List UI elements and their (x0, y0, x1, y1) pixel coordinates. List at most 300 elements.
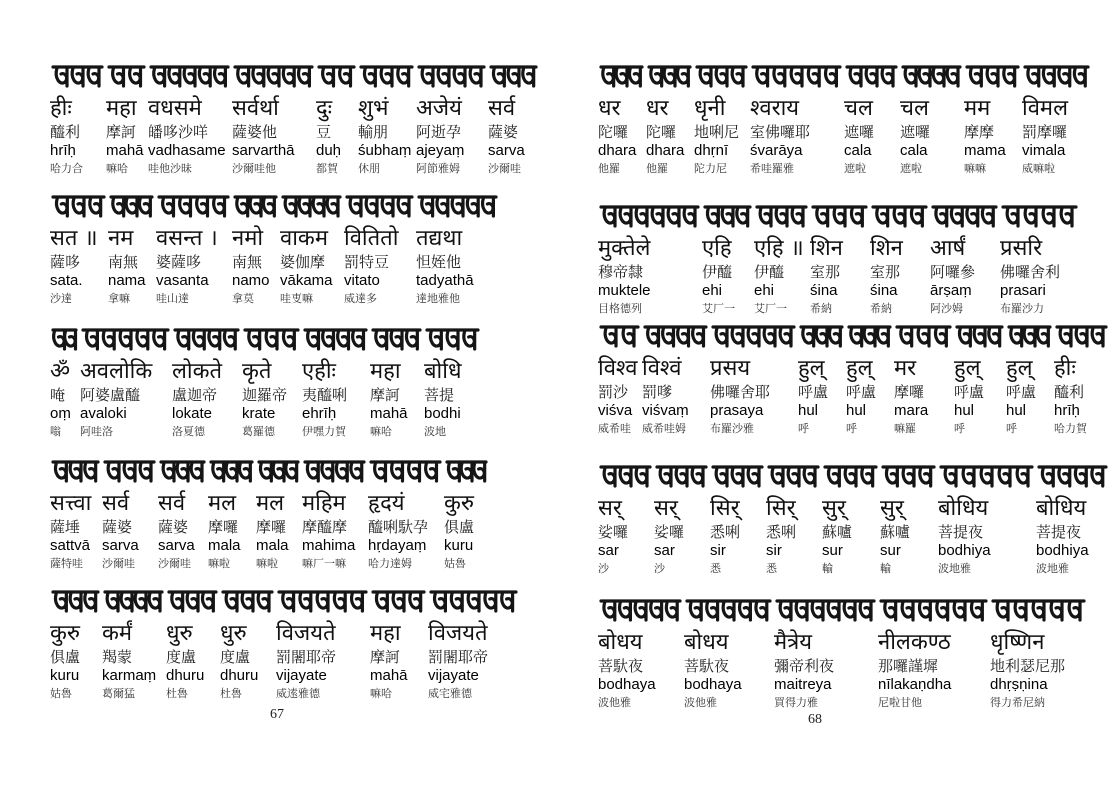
rom-word: karmaṃ (102, 666, 157, 684)
rom-word: hul (798, 401, 819, 419)
note-word: 達地雅他 (416, 292, 460, 305)
deva-word: वाकम (280, 226, 328, 251)
note-word: 輸 (822, 562, 833, 575)
rom-word: vasanta (156, 271, 209, 289)
note-word: 沙 (654, 562, 665, 575)
note-word: 希哇羅雅 (750, 162, 794, 175)
siddham-glyph (111, 197, 152, 216)
note-word: 呼 (954, 422, 965, 435)
deva-line (50, 222, 500, 252)
rom-word: hul (1006, 401, 1027, 419)
deva-word: सर् (654, 496, 678, 521)
deva-word: हीः (50, 96, 72, 121)
deva-line (50, 617, 520, 647)
rom-word: sarva (158, 536, 195, 554)
han-word: 薩哆 (50, 253, 81, 271)
note-word: 嘛啦 (208, 557, 230, 570)
deva-word: मम (964, 96, 991, 121)
han-word: 菩提夜 (1036, 523, 1082, 541)
note-word: 呼 (1006, 422, 1017, 435)
siddham-glyph (175, 330, 238, 349)
han-word: 薩婆 (158, 518, 189, 536)
han-word: 皤哆沙咩 (148, 123, 209, 141)
han-word: 伊醯 (754, 263, 785, 281)
rom-word: hrīḥ (50, 141, 76, 159)
note-word: 阿哇洛 (80, 425, 113, 438)
rom-word: sir (766, 541, 782, 559)
siddham-glyph (53, 197, 104, 216)
han-word: 地唎尼 (694, 123, 740, 141)
deva-word: प्रसरि (1000, 236, 1043, 261)
rom-line (598, 281, 1080, 299)
deva-word: वसन्त । (156, 226, 218, 251)
siddham-glyph (769, 467, 818, 486)
rom-word: namo (232, 271, 270, 289)
note-line (598, 693, 1088, 711)
rom-word: tadyathā (416, 271, 474, 289)
rom-word: krate (242, 404, 276, 422)
han-word: 地利瑟尼那 (990, 657, 1066, 675)
rom-line (598, 541, 1110, 559)
deva-word: महा (370, 621, 401, 646)
siddham-glyph (967, 67, 1018, 86)
note-line (50, 684, 520, 702)
note-word: 洛夏德 (172, 425, 205, 438)
siddham-glyph (259, 462, 298, 481)
deva-line (598, 232, 1080, 262)
deva-word: हुल् (798, 356, 825, 381)
rom-word: bodhaya (598, 675, 656, 693)
han-word: 罰摩囉 (1022, 123, 1068, 141)
deva-word: सिर् (766, 496, 796, 521)
note-word: 嘛厂一嘛 (302, 557, 346, 570)
note-word: 沙爾哇 (158, 557, 191, 570)
siddham-glyph (657, 467, 706, 486)
han-word: 俱盧 (444, 518, 475, 536)
note-word: 沙爾哇他 (232, 162, 276, 175)
rom-word: vadhasame (148, 141, 226, 159)
han-word: 彌帝利夜 (774, 657, 835, 675)
note-word: 阿沙姆 (930, 302, 963, 315)
rom-word: sata. (50, 271, 83, 289)
deva-word: महिम (302, 491, 346, 516)
han-word: 婆薩哆 (156, 253, 202, 271)
rom-word: bodhi (424, 404, 461, 422)
rom-word: mahima (302, 536, 356, 554)
siddham-glyph (419, 67, 484, 86)
rom-word: sar (598, 541, 619, 559)
rom-word: kuru (50, 666, 80, 684)
siddham-script-line (598, 200, 1080, 232)
deva-word: मैत्रेय (774, 630, 813, 655)
note-word: 杜魯 (166, 687, 188, 700)
deva-word: धुरु (220, 621, 247, 646)
rom-line (598, 675, 1088, 693)
han-word: 羯蒙 (102, 648, 133, 666)
rom-word: oṃ (50, 404, 71, 422)
deva-line (598, 626, 1088, 656)
verse-block (598, 460, 1110, 588)
note-word: 阿節雅姆 (416, 162, 460, 175)
note-line (50, 422, 482, 440)
deva-word: महा (106, 96, 137, 121)
deva-word: तद्यथा (416, 226, 463, 251)
rom-word: kuru (444, 536, 474, 554)
rom-line (50, 141, 540, 159)
note-line (598, 159, 1092, 177)
note-word: 尼啦甘他 (878, 696, 922, 709)
han-word: 罰沙 (598, 383, 629, 401)
siddham-glyph (371, 462, 440, 481)
siddham-glyph (993, 601, 1084, 620)
rom-word: dhuru (166, 666, 205, 684)
note-word: 買得力雅 (774, 696, 818, 709)
note-word: 哈力賀 (1054, 422, 1087, 435)
rom-word: viśvaṃ (642, 401, 689, 419)
siddham-glyph (53, 592, 98, 611)
note-word: 哈力達姆 (368, 557, 412, 570)
han-word: 婆伽摩 (280, 253, 326, 271)
rom-word: hrīḥ (1054, 401, 1080, 419)
note-word: 遮啦 (900, 162, 922, 175)
han-word: 陀囉 (646, 123, 677, 141)
siddham-glyph (223, 592, 272, 611)
note-word: 姑魯 (444, 557, 466, 570)
note-word: 希納 (870, 302, 892, 315)
note-word: 布羅沙力 (1000, 302, 1044, 315)
deva-word: हृदयं (368, 491, 405, 516)
han-word: 那囉謹墀 (878, 657, 939, 675)
han-word: 娑囉 (598, 523, 629, 541)
deva-word: एहीः (302, 359, 336, 384)
siddham-glyph (83, 330, 168, 349)
verse-block (598, 594, 1088, 722)
siddham-glyph (713, 467, 762, 486)
siddham-script-line (50, 585, 520, 617)
deva-word: वितितो (344, 226, 399, 251)
deva-word: वधसमे (148, 96, 202, 121)
han-word: 娑囉 (654, 523, 685, 541)
deva-word: शिन (870, 236, 903, 261)
note-word: 沙爾哇 (488, 162, 521, 175)
rom-word: dhṛnī (694, 141, 729, 159)
han-word: 菩提夜 (938, 523, 984, 541)
siddham-glyph (601, 601, 680, 620)
note-word: 目格德列 (598, 302, 642, 315)
note-word: 得力希尼納 (990, 696, 1045, 709)
han-word: 唵 (50, 386, 66, 404)
note-line (598, 419, 1110, 437)
siddham-glyph (697, 67, 746, 86)
siddham-glyph (645, 327, 706, 346)
verse-block (50, 60, 540, 188)
rom-line (598, 141, 1092, 159)
rom-word: ehi (702, 281, 723, 299)
verse-block (50, 585, 520, 713)
siddham-script-line (598, 460, 1110, 492)
rom-word: cala (900, 141, 928, 159)
siddham-glyph (283, 197, 340, 216)
siddham-glyph (825, 467, 876, 486)
rom-word: sarva (488, 141, 525, 159)
deva-word: हुल् (846, 356, 873, 381)
siddham-script-line (50, 190, 500, 222)
siddham-glyph (897, 327, 950, 346)
deva-word: सर् (598, 496, 622, 521)
han-word: 醯利 (1054, 383, 1085, 401)
han-word: 摩訶 (370, 386, 401, 404)
note-word: 沙爾哇 (102, 557, 135, 570)
siddham-glyph (1009, 327, 1050, 346)
note-word: 拿莫 (232, 292, 254, 305)
han-word: 夷醯唎 (302, 386, 348, 404)
deva-word: सर्व (102, 491, 130, 516)
deva-word: एहि (702, 236, 732, 261)
siddham-glyph (649, 67, 690, 86)
deva-word: बोधिय (938, 496, 989, 521)
rom-word: avaloki (80, 404, 127, 422)
rom-word: vijayate (428, 666, 479, 684)
rom-word: sarvarthā (232, 141, 295, 159)
note-word: 沙 (598, 562, 609, 575)
siddham-glyph (687, 601, 770, 620)
note-word: 哇叓嘛 (280, 292, 313, 305)
note-word: 都賀 (316, 162, 338, 175)
rom-word: vimala (1022, 141, 1066, 159)
rom-line (50, 666, 520, 684)
han-word: 悉唎 (766, 523, 797, 541)
deva-word: मल (208, 491, 237, 516)
note-line (598, 559, 1110, 577)
deva-word: लोकते (172, 359, 223, 384)
note-word: 哇山達 (156, 292, 189, 305)
siddham-glyph (847, 67, 896, 86)
rom-word: vijayate (276, 666, 327, 684)
note-word: 哇他沙昧 (148, 162, 192, 175)
rom-word: dhara (646, 141, 685, 159)
note-word: 嘛哈 (370, 425, 392, 438)
rom-word: dhṛṣṇina (990, 675, 1048, 693)
han-word: 室那 (870, 263, 901, 281)
note-line (50, 289, 500, 307)
deva-word: कुरु (444, 491, 475, 516)
siddham-glyph (705, 207, 750, 226)
note-word: 悉 (710, 562, 721, 575)
note-line (50, 554, 490, 572)
siddham-glyph (347, 197, 412, 216)
deva-word: सिर् (710, 496, 740, 521)
deva-word: महा (370, 359, 401, 384)
siddham-glyph (53, 462, 98, 481)
verse-block (598, 320, 1110, 448)
deva-word: बोधय (684, 630, 729, 655)
deva-word: शिन (810, 236, 843, 261)
deva-line (50, 487, 490, 517)
rom-word: ehi (754, 281, 775, 299)
siddham-glyph (601, 467, 650, 486)
rom-word: prasari (1000, 281, 1046, 299)
page-number-left: 67 (270, 707, 284, 722)
siddham-glyph (151, 67, 228, 86)
note-word: 葛羅德 (242, 425, 275, 438)
siddham-glyph (211, 462, 252, 481)
han-word: 摩醯摩 (302, 518, 348, 536)
note-word: 威達多 (344, 292, 377, 305)
siddham-glyph (1039, 467, 1106, 486)
rom-word: sir (710, 541, 726, 559)
han-word: 呼盧 (798, 383, 829, 401)
han-word: 罰嗲 (642, 383, 673, 401)
han-word: 摩摩 (964, 123, 995, 141)
siddham-glyph (361, 67, 412, 86)
note-line (50, 159, 540, 177)
rom-word: prasaya (710, 401, 764, 419)
deva-word: प्रसय (710, 356, 751, 381)
siddham-glyph (53, 67, 102, 86)
siddham-glyph (159, 197, 228, 216)
deva-word: विजयते (428, 621, 488, 646)
deva-word: आर्षं (930, 236, 966, 261)
siddham-glyph (373, 592, 424, 611)
han-line (598, 656, 1088, 675)
deva-word: मल (256, 491, 285, 516)
note-word: 呼 (846, 422, 857, 435)
siddham-glyph (373, 330, 420, 349)
han-word: 阿婆盧醯 (80, 386, 141, 404)
siddham-glyph (427, 330, 478, 349)
siddham-glyph (491, 67, 536, 86)
deva-line (50, 355, 482, 385)
siddham-glyph (235, 197, 276, 216)
deva-word: अजेयं (416, 96, 462, 121)
note-word: 威希哇 (598, 422, 631, 435)
rom-word: śvarāya (750, 141, 803, 159)
deva-word: नीलकण्ठ (878, 630, 951, 655)
han-line (598, 122, 1092, 141)
note-word: 波地 (424, 425, 446, 438)
rom-word: ajeyaṃ (416, 141, 465, 159)
rom-line (50, 271, 500, 289)
note-word: 威逺雅德 (276, 687, 320, 700)
siddham-script-line (598, 320, 1110, 352)
han-word: 盧迦帝 (172, 386, 218, 404)
deva-word: नम (108, 226, 134, 251)
siddham-glyph (757, 207, 806, 226)
deva-word: बोधय (598, 630, 643, 655)
han-word: 阿逝孕 (416, 123, 462, 141)
rom-word: sattvā (50, 536, 91, 554)
han-word: 罰特豆 (344, 253, 390, 271)
siddham-script-line (50, 455, 490, 487)
han-word: 蘇嚧 (822, 523, 853, 541)
rom-word: vākama (280, 271, 333, 289)
rom-word: mama (964, 141, 1006, 159)
siddham-glyph (933, 207, 996, 226)
han-word: 伊醯 (702, 263, 733, 281)
deva-word: ॐ (50, 359, 71, 384)
han-word: 摩囉 (256, 518, 287, 536)
note-word: 姑魯 (50, 687, 72, 700)
rom-word: vitato (344, 271, 380, 289)
rom-word: sar (654, 541, 675, 559)
han-word: 薩婆 (488, 123, 519, 141)
note-word: 嘛啦 (256, 557, 278, 570)
rom-word: bodhaya (684, 675, 742, 693)
siddham-glyph (235, 67, 312, 86)
note-word: 他羅 (646, 162, 668, 175)
deva-line (598, 92, 1092, 122)
han-word: 罰闍耶帝 (276, 648, 337, 666)
deva-word: विश्व (598, 356, 638, 381)
han-word: 罰闍耶帝 (428, 648, 489, 666)
deva-word: विश्वं (642, 356, 682, 381)
note-word: 他羅 (598, 162, 620, 175)
note-word: 拿嘛 (108, 292, 130, 305)
han-word: 醯利 (50, 123, 81, 141)
note-word: 杜魯 (220, 687, 242, 700)
deva-word: शुभं (358, 96, 389, 121)
han-word: 佛囉舍利 (1000, 263, 1061, 281)
deva-word: चल (844, 96, 873, 121)
deva-word: श्वराय (750, 96, 800, 121)
rom-line (50, 536, 490, 554)
han-word: 南無 (108, 253, 139, 271)
siddham-glyph (801, 327, 842, 346)
han-line (50, 517, 490, 536)
deva-word: मर (894, 356, 917, 381)
han-word: 薩婆他 (232, 123, 278, 141)
deva-word: सत्त्वा (50, 491, 92, 516)
siddham-glyph (601, 327, 638, 346)
siddham-glyph (849, 327, 890, 346)
rom-word: mala (256, 536, 289, 554)
siddham-glyph (753, 67, 840, 86)
siddham-glyph (305, 330, 366, 349)
note-word: 悉 (766, 562, 777, 575)
siddham-glyph (941, 467, 1032, 486)
rom-word: maitreya (774, 675, 832, 693)
note-word: 希納 (810, 302, 832, 315)
rom-word: mahā (370, 666, 408, 684)
han-word: 醯唎馱孕 (368, 518, 429, 536)
siddham-glyph (105, 462, 154, 481)
han-line (50, 385, 482, 404)
note-word: 威嘛啦 (1022, 162, 1055, 175)
han-word: 佛囉舍耶 (710, 383, 771, 401)
han-word: 陀囉 (598, 123, 629, 141)
deva-line (598, 492, 1110, 522)
siddham-glyph (1003, 207, 1076, 226)
han-word: 遮囉 (844, 123, 875, 141)
siddham-glyph (431, 592, 516, 611)
siddham-glyph (713, 327, 794, 346)
han-word: 阿囉參 (930, 263, 976, 281)
page-number-right: 68 (808, 712, 822, 727)
note-word: 艾厂一 (754, 302, 787, 315)
han-word: 菩馱夜 (684, 657, 730, 675)
note-word: 沙達 (50, 292, 72, 305)
rom-word: bodhiya (1036, 541, 1089, 559)
han-word: 悉唎 (710, 523, 741, 541)
siddham-glyph (245, 330, 298, 349)
siddham-glyph (169, 592, 216, 611)
deva-word: हीः (1054, 356, 1076, 381)
han-word: 俱盧 (50, 648, 81, 666)
rom-word: ehrīḥ (302, 404, 337, 422)
han-word: 室那 (810, 263, 841, 281)
rom-line (50, 404, 482, 422)
deva-word: बोधिय (1036, 496, 1087, 521)
